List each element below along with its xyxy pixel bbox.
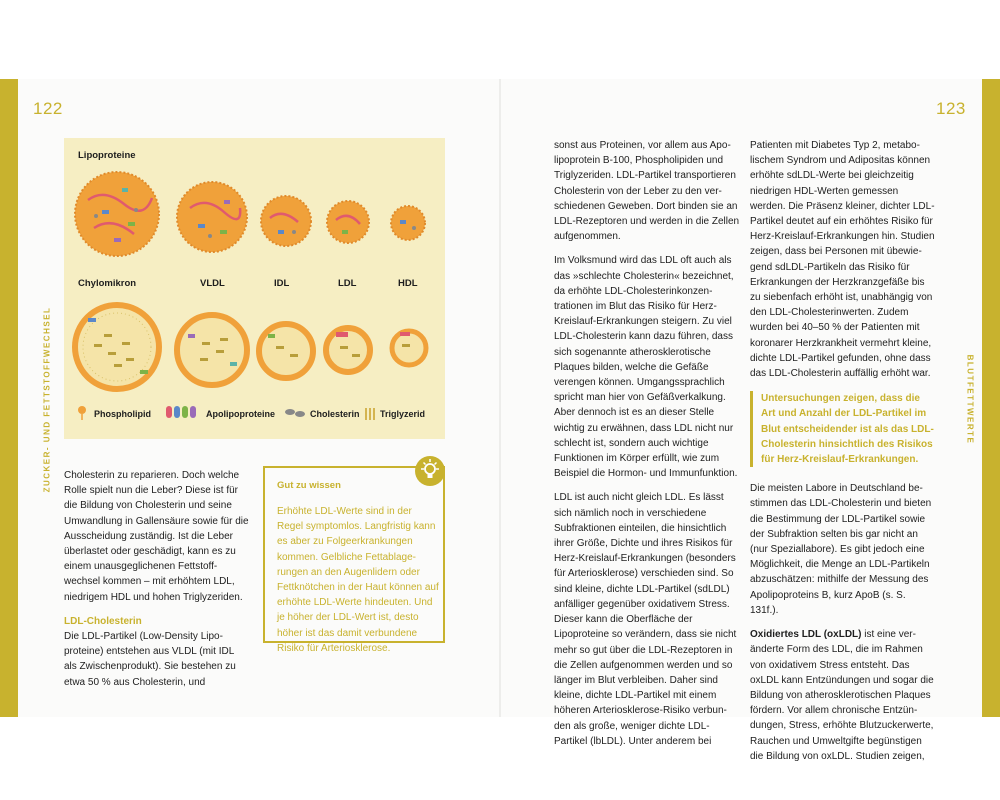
section-heading-ldl: LDL-Cholesterin [64, 615, 142, 627]
ldl-section [326, 328, 370, 372]
lipoprotein-illustration [64, 138, 445, 439]
running-head-left: ZUCKER- UND FETTSTOFFWECHSEL [42, 306, 52, 493]
label-hdl: HDL [398, 278, 418, 289]
vldl-outer [177, 182, 247, 252]
svg-text:Apolipoproteine: Apolipoproteine [206, 409, 275, 419]
pull-quote: Untersuchungen zeigen, dass die Art und Anzahl der LDL-Partikel im Blut entscheidender ist als das LDL-Cholesterin hinsichtlich des Risikos für Herz-Kreislauf-Erkrankungen. [750, 391, 936, 467]
figure-title: Lipoproteine [78, 150, 136, 161]
legend-apolipoproteins [166, 406, 275, 419]
paragraph: LDL ist auch nicht gleich LDL. Es lässt sich nämlich noch in verschiedene Subfraktionen einteilen, die hinsichtlich ihrer Größe, Dichte und ihres Risikos für Herz-Kreislauf-Erkrankungen (besonders für Arteriosklerose) verschieden sind. So sind kleine, dichte LDL-Partikel (sdLDL) anfälliger gegenüber oxidativem Stress. Dieser kann die Oberfläche der Lipoproteine so verändern, dass sie nicht mehr so gut über die LDL-Rezeptoren in die Zellen aufgenommen werden und so länger im Blut verbleiben. Daher sind kleine, dichte LDL-Partikel mit einem höheren Arteriosklerose-Risiko verbunden als große, weniger dichte LDL-Partikel (lbLDL). Unter anderem bei [554, 492, 737, 747]
idl-section [259, 324, 313, 378]
paragraph: Die LDL-Partikel (Low-Density Lipoproteine) entstehen aus VLDL (mit IDL als Zwischenprodukt). Sie bestehen zu etwa 50 % aus Cholesterin, und [64, 631, 236, 688]
oxldl-lead: Oxidiertes LDL (oxLDL) [750, 629, 862, 641]
chylomicron-outer [75, 172, 159, 256]
legend-triglyceride [366, 408, 425, 420]
right-column-1 [554, 138, 740, 758]
left-color-bar [0, 79, 18, 717]
lipoprotein-figure [64, 138, 445, 439]
info-box [263, 466, 445, 654]
ldl-outer [327, 201, 369, 243]
oxldl-text: ist eine veränderte Form des LDL, die im Rahmen von oxidativem Stress entsteht. Das oxLDL kann Entzündungen und sogar die Bildung von atherosklerotischen Plaques fördern. Vor allem chronische Entzündungen, Stress, erhöhte Blutzuckerwerte, Rauchen und Umweltgifte begünstigen die Bildung von oxLDL. Studien zeigen, [750, 629, 934, 762]
paragraph: Im Volksmund wird das LDL oft auch als das »schlechte Cholesterin« bezeichnet, da erhöhte LDL-Cholesterinkonzentrationen im Blut das Risiko für Herz-Kreislauf-Erkrankungen steigern. Zu viel LDL-Cholesterin kann dazu führen, dass sich sogenannte atherosklerotische Plaques bilden, welche die Gefäße verengen können. Umgangssprachlich spricht man hier von Gefäßverkalkung. Aber dennoch ist es an dieser Stelle wichtig zu erwähnen, dass LDL nicht nur schlecht ist, sondern auch wichtige Funktionen im Körper erfüllt, wie zum Beispiel die Hormon- und Immunfunktion. [554, 255, 738, 480]
running-head-right: BLUTFETTWERTE [965, 354, 975, 445]
label-vldl: VLDL [200, 278, 225, 289]
info-box-title: Gut zu wissen [277, 480, 341, 491]
right-color-bar [982, 79, 1000, 717]
info-box-body: Erhöhte LDL-Werte sind in der Regel symptomlos. Langfristig kann es aber zu Folgeerkrankungen kommen. Gelbliche Fettablagerungen an den Augenlidern oder Fettknötchen in der Haut können auf erhöhte LDL-Werte hindeuten. Und je höher der LDL-Wert ist, desto höher ist das damit verbundene Risiko für Arteriosklerose. [277, 506, 439, 654]
legend-phospholipid [78, 406, 151, 420]
right-column-2 [750, 138, 936, 773]
label-ldl: LDL [338, 278, 357, 289]
paragraph: Patienten mit Diabetes Typ 2, metabolischem Syndrom und Adipositas können erhöhte sdLDL-Werte bei gleichzeitig niedrigen HDL-Werten gemessen werden. Die Präsenz kleiner, dichter LDL-Partikel deutet auf ein erhöhtes Risiko für Herz-Kreislauf-Erkrankungen hin. Studien zeigen, dass bei Personen mit übewiegend sdLDL-Partikeln das Risiko für Erkrankungen der Herzkranzgefäße bis zu siebenfach erhöht ist, unabhängig von den LDL-Cholesterinwerten. Zudem wurden bei 40–50 % der Patienten mit koronarer Herzkrankheit vermehrt kleine, dichte LDL-Partikel gefunden, ohne dass das LDL-Cholesterin auffällig erhöht war. [750, 140, 935, 380]
page-number-right: 123 [936, 99, 966, 118]
lightbulb-icon [415, 456, 445, 486]
label-idl: IDL [274, 278, 290, 289]
label-chylomicron: Chylomikron [78, 278, 137, 289]
svg-text:Triglyzerid: Triglyzerid [380, 409, 426, 419]
paragraph: Die meisten Labore in Deutschland bestimmen das LDL-Cholesterin und bieten die Bestimmung der LDL-Partikel sowie der Subfraktion selten bis gar nicht an (nur Speziallabore). Es gibt jedoch eine Möglichkeit, die Menge an LDL-Partikeln abzuschätzen: mithilfe der Messung des Apolipoproteins B, kurz ApoB (s. S. 131f.). [750, 483, 932, 616]
hdl-outer [391, 206, 425, 240]
svg-text:Phospholipid: Phospholipid [94, 409, 151, 419]
idl-outer [261, 196, 311, 246]
book-spine [499, 79, 501, 717]
svg-text:Cholesterin: Cholesterin [310, 409, 360, 419]
paragraph: sonst aus Proteinen, vor allem aus Apolipoprotein B-100, Phospholipiden und Triglyzeriden. LDL-Partikel transportieren Cholesterin von der Leber zu den verschiedenen Geweben. Dort binden sie an LDL-Rezeptoren und werden in die Zellen aufgenommen. [554, 140, 740, 243]
vldl-section [177, 315, 247, 385]
paragraph: Cholesterin zu reparieren. Doch welche Rolle spielt nun die Leber? Diese ist für die Bildung von Cholesterin und seine Umwandlung in Gallensäure sowie für die Ausscheidung zuständig. Ist die Leber überlastet oder geschädigt, kann es zu einem unausgeglichenen Fettstoffwechsel kommen – mit erhöhtem LDL, niedrigem HDL und hohen Triglyzeriden. [64, 470, 249, 603]
paragraph [750, 627, 936, 764]
page-number-left: 122 [33, 99, 63, 118]
hdl-section [392, 331, 426, 365]
left-page-text [64, 468, 249, 699]
legend-cholesterol [285, 409, 360, 419]
chylomicron-section [75, 305, 159, 389]
